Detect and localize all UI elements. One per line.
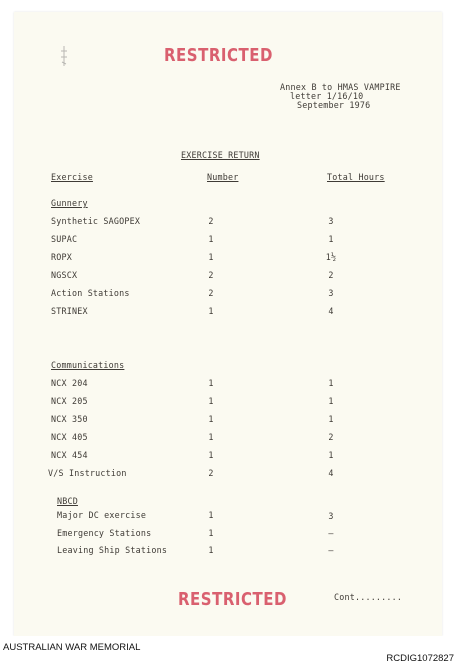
exercise-hours: 2 xyxy=(328,432,334,442)
exercise-name: NCX 204 xyxy=(51,378,88,388)
exercise-hours: – xyxy=(328,528,334,538)
exercise-name: NCX 350 xyxy=(51,414,88,424)
annex-line-3: September 1976 xyxy=(297,100,371,110)
exercise-hours: 1 xyxy=(328,378,334,388)
exercise-name: Leaving Ship Stations xyxy=(57,545,168,555)
exercise-hours: 3 xyxy=(328,511,334,521)
exercise-name: NCX 405 xyxy=(51,432,88,442)
exercise-name: NCX 454 xyxy=(51,450,88,460)
exercise-number: 1 xyxy=(208,234,214,244)
exercise-name: Action Stations xyxy=(51,288,130,298)
exercise-name: NGSCX xyxy=(51,270,78,280)
exercise-hours: 1 xyxy=(328,396,334,406)
exercise-name: STRINEX xyxy=(51,306,88,316)
header-number: Number xyxy=(207,172,239,182)
exercise-number: 1 xyxy=(208,306,214,316)
restricted-stamp-top: RESTRICTED xyxy=(164,44,273,66)
exercise-number: 1 xyxy=(208,414,214,424)
exercise-hours: 1 xyxy=(328,234,334,244)
section-heading-communications: Communications xyxy=(51,360,125,370)
header-exercise: Exercise xyxy=(51,172,93,182)
exercise-hours: 1½ xyxy=(325,252,337,262)
exercise-number: 1 xyxy=(208,528,214,538)
exercise-hours: 4 xyxy=(328,306,334,316)
exercise-hours: – xyxy=(328,545,334,555)
annex-line-1: Annex B to HMAS VAMPIRE xyxy=(280,82,401,92)
exercise-number: 2 xyxy=(208,468,214,478)
archive-footer xyxy=(0,636,458,666)
exercise-name: Major DC exercise xyxy=(57,510,147,520)
exercise-hours: 2 xyxy=(328,270,334,280)
exercise-name: Emergency Stations xyxy=(57,528,152,538)
exercise-name: Synthetic SAGOPEX xyxy=(51,216,141,226)
exercise-name: NCX 205 xyxy=(51,396,88,406)
exercise-number: 2 xyxy=(208,270,214,280)
section-heading-gunnery: Gunnery xyxy=(51,198,88,208)
footer-institution: AUSTRALIAN WAR MEMORIAL xyxy=(3,642,141,653)
exercise-number: 1 xyxy=(208,432,214,442)
footer-record-id: RCDIG1072827 xyxy=(386,653,454,664)
exercise-hours: 1 xyxy=(328,450,334,460)
page-title: EXERCISE RETURN xyxy=(181,150,260,160)
exercise-number: 2 xyxy=(208,216,214,226)
section-heading-nbcd: NBCD xyxy=(57,496,78,506)
header-hours: Total Hours xyxy=(327,172,385,182)
exercise-name: ROPX xyxy=(51,252,72,262)
document-page xyxy=(14,12,442,636)
exercise-number: 2 xyxy=(208,288,214,298)
exercise-number: 1 xyxy=(208,378,214,388)
exercise-number: 1 xyxy=(208,450,214,460)
exercise-number: 1 xyxy=(208,252,214,262)
handwritten-mark xyxy=(60,45,68,67)
exercise-name: SUPAC xyxy=(51,234,78,244)
exercise-number: 1 xyxy=(208,396,214,406)
continued-note: Cont......... xyxy=(334,592,403,602)
exercise-hours: 4 xyxy=(328,468,334,478)
exercise-name: V/S Instruction xyxy=(48,468,127,478)
annex-line-2: letter 1/16/10 xyxy=(290,91,364,101)
exercise-number: 1 xyxy=(208,510,214,520)
exercise-number: 1 xyxy=(208,545,214,555)
restricted-stamp-bottom: RESTRICTED xyxy=(178,588,287,610)
exercise-hours: 1 xyxy=(328,414,334,424)
exercise-hours: 3 xyxy=(328,288,334,298)
exercise-hours: 3 xyxy=(328,216,334,226)
